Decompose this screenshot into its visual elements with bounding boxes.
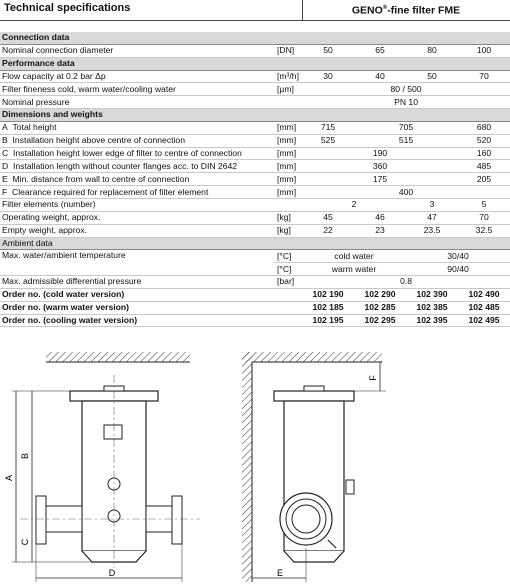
row-unit [274,288,302,301]
row-unit: [°C] [274,263,302,276]
row-unit: [m³/h] [274,70,302,83]
row-label [0,186,274,199]
row-unit: [mm] [274,186,302,199]
row-label [0,134,274,147]
table-row [0,314,510,327]
cell-value: 30 [302,70,354,83]
order-number: 102 490 [458,288,510,301]
section-title: Performance data [0,57,510,70]
table-row [0,44,510,57]
order-number: 102 290 [354,288,406,301]
order-number: 102 285 [354,301,406,314]
dimension-label-e: E [276,568,284,578]
row-unit: [kg] [274,224,302,237]
cell-value: 90/40 [406,263,510,276]
dimension-letter: B [2,135,8,146]
row-label: Max. admissible differential pressure [0,276,274,289]
cell-value: 70 [458,70,510,83]
section-title: Ambient data [0,237,510,250]
cell-value: 400 [302,186,510,199]
cell-value: 525 [302,134,354,147]
dimension-label-f: F [368,375,378,381]
cell-value: 30/40 [406,250,510,263]
row-label [0,160,274,173]
cell-value: 190 [302,147,458,160]
dimension-description: Installation length without counter flanges acc. to DIN 2642 [13,160,238,171]
row-unit: [mm] [274,160,302,173]
row-label: Filter elements (number) [0,198,274,211]
inlet-flange [36,496,46,544]
dimension-label-b: B [20,452,30,460]
ceiling-hatch [242,352,382,362]
table-row [0,121,510,134]
cell-value: 50 [406,70,458,83]
dimension-description: Clearance required for replacement of filter element [12,186,209,197]
cell-value: 65 [354,44,406,57]
cell-label: warm water [302,263,406,276]
wall-hatch [242,352,252,582]
row-unit: [DN] [274,44,302,57]
section-row [0,57,510,70]
cell-value: 80 [406,44,458,57]
cell-value: 705 [354,121,458,134]
cell-value: 0.8 [302,276,510,289]
dimension-description: Installation height above centre of connection [12,135,185,146]
row-label: Order no. (cooling water version) [0,314,274,327]
row-unit: [mm] [274,173,302,186]
cell-value: 50 [302,44,354,57]
cell-value: 515 [354,134,458,147]
row-unit [274,198,302,211]
table-row [0,134,510,147]
table-row [0,198,510,211]
order-number: 102 495 [458,314,510,327]
cell-value: PN 10 [302,96,510,109]
row-label: Nominal connection diameter [0,44,274,57]
dimension-letter: F [2,186,8,197]
table-row [0,70,510,83]
row-unit [274,314,302,327]
row-label [0,121,274,134]
dimension-label-c: C [20,538,30,546]
product-name-suffix: -fine filter FME [387,4,461,17]
dimension-label-a: A [4,474,14,482]
cell-value: 32.5 [458,224,510,237]
order-number: 102 185 [302,301,354,314]
dimension-label-d: D [108,568,116,578]
ceiling-hatch [46,352,190,362]
dimension-description: Total height [12,122,57,133]
row-unit [274,96,302,109]
section-title: Dimensions and weights [0,109,510,122]
section-row [0,32,510,44]
row-label: Filter fineness cold, warm water/cooling water [0,83,274,96]
table-row [0,173,510,186]
row-label: Order no. (warm water version) [0,301,274,314]
dimension-letter: C [2,148,9,159]
table-row [0,276,510,289]
cell-value: 80 / 500 [302,83,510,96]
row-label: Nominal pressure [0,96,274,109]
cell-value: 680 [458,121,510,134]
cell-value: 160 [458,147,510,160]
cell-value: 360 [302,160,458,173]
order-number: 102 190 [302,288,354,301]
product-name-prefix: GENO [351,4,383,17]
dimension-letter: E [2,173,8,184]
table-row [0,160,510,173]
order-number: 102 395 [406,314,458,327]
cell-value: 23.5 [406,224,458,237]
cell-value: 3 [406,198,458,211]
spec-table [0,32,510,327]
row-label: Operating weight, approx. [0,211,274,224]
table-row [0,211,510,224]
dimension-letter: A [2,122,8,133]
cell-value: 100 [458,44,510,57]
row-unit: [µm] [274,83,302,96]
table-row [0,224,510,237]
table-row [0,83,510,96]
outlet-flange [172,496,182,544]
table-row [0,147,510,160]
product-name [302,0,509,20]
table-row [0,96,510,109]
flange-bore [292,505,320,533]
row-label: Empty weight, approx. [0,224,274,237]
row-unit: [bar] [274,276,302,289]
row-unit: [kg] [274,211,302,224]
table-row [0,250,510,263]
front-view [4,352,200,582]
dimension-description: Min. distance from wall to centre of connection [12,173,190,184]
cell-value: 205 [458,173,510,186]
table-row [0,288,510,301]
row-label [0,173,274,186]
table-row [0,186,510,199]
cell-value: 40 [354,70,406,83]
order-number: 102 195 [302,314,354,327]
filter-lid [274,391,354,401]
sight-glass [104,425,122,439]
order-number: 102 390 [406,288,458,301]
cell-value: 715 [302,121,354,134]
cell-value: 45 [302,211,354,224]
spec-title: Technical specifications [4,2,131,14]
section-title: Connection data [0,32,510,44]
cell-value: 175 [302,173,458,186]
dimension-drawing [0,340,510,588]
cell-value: 485 [458,160,510,173]
section-row [0,109,510,122]
order-number: 102 485 [458,301,510,314]
cell-value: 22 [302,224,354,237]
cell-label: cold water [302,250,406,263]
row-label [0,147,274,160]
cell-value: 5 [458,198,510,211]
cell-value: 23 [354,224,406,237]
row-unit: [mm] [274,147,302,160]
section-row [0,237,510,250]
table-row [0,301,510,314]
dimension-letter: D [2,160,9,171]
spec-header [0,0,510,21]
row-label: Flow capacity at 0.2 bar Δp [0,70,274,83]
order-number: 102 295 [354,314,406,327]
cell-value: 2 [302,198,406,211]
row-unit: [°C] [274,250,302,263]
row-unit: [mm] [274,121,302,134]
registered-mark: ® [382,5,388,11]
row-unit: [mm] [274,134,302,147]
cell-value: 70 [458,211,510,224]
side-view [242,352,386,582]
row-unit [274,301,302,314]
cell-value: 47 [406,211,458,224]
order-number: 102 385 [406,301,458,314]
dimension-description: Installation height lower edge of filter to centre of connection [13,148,242,159]
cell-value: 46 [354,211,406,224]
cell-value: 520 [458,134,510,147]
row-label: Order no. (cold water version) [0,288,274,301]
row-label: Max. water/ambient temperature [0,250,274,276]
